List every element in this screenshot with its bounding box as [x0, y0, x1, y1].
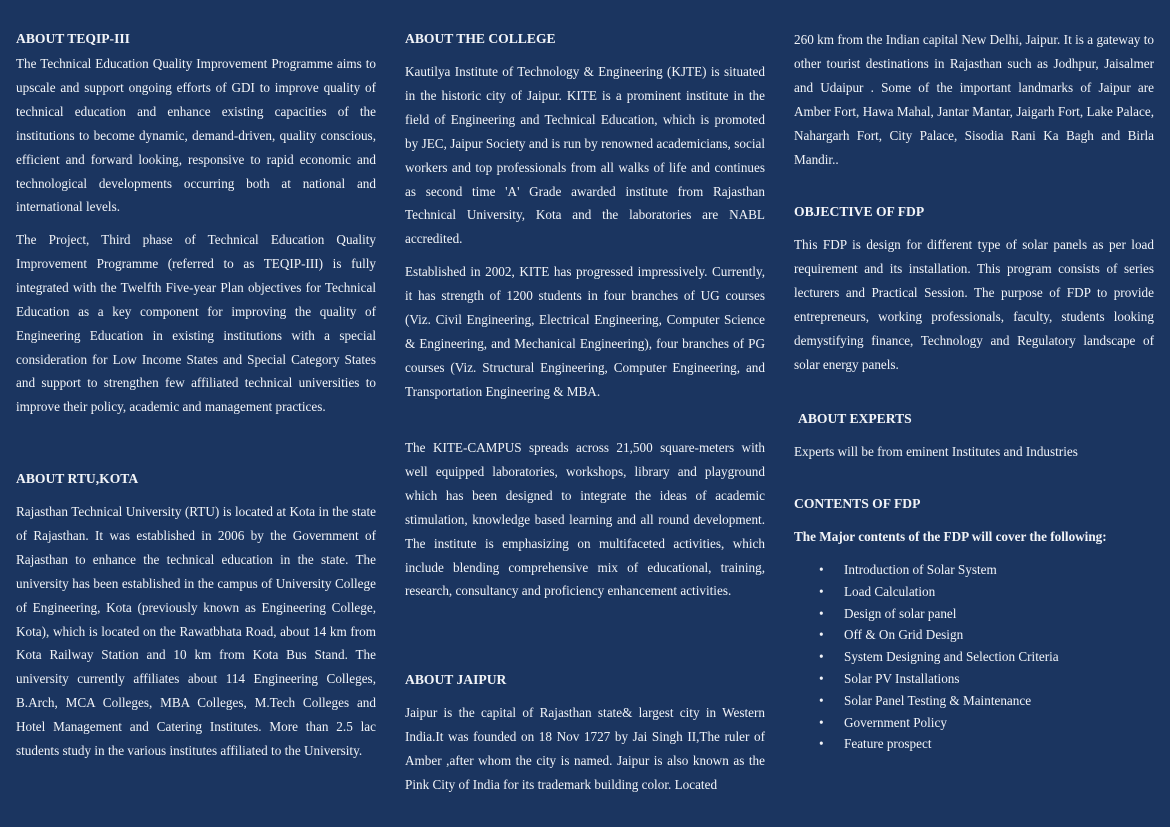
list-item-label: Load Calculation: [844, 583, 936, 599]
list-item: [794, 668, 1059, 690]
list-item-label: Feature prospect: [844, 736, 932, 752]
college-paragraph-3: The KITE-CAMPUS spreads across 21,500 square-meters with well equipped laboratories, workshops, library and playground which has been designed to integrate the ideas of academic stimulation, knowledge based learning and all round development. The institute is emphasizing on multifaceted activities, which include blending comprehensive mix of educational, training, research, consultancy and proficiency enhancement activities.: [405, 440, 765, 599]
contents-heading: CONTENTS OF FDP: [794, 496, 921, 511]
list-item: [794, 603, 1059, 625]
bullet-icon: •: [819, 605, 824, 621]
teqip-heading: ABOUT TEQIP-III: [16, 31, 130, 46]
list-item: [794, 559, 1059, 581]
list-item-label: Government Policy: [844, 714, 947, 730]
list-item-label: Solar Panel Testing & Maintenance: [844, 692, 1032, 708]
list-item: [794, 690, 1059, 712]
bullet-icon: •: [819, 649, 824, 665]
bullet-icon: •: [819, 627, 824, 643]
list-item: [794, 712, 1059, 734]
rtu-paragraph: Rajasthan Technical University (RTU) is located at Kota in the state of Rajasthan. It was established in 2006 by the Government of Rajasthan to enhance the technical education in the state. The university has been established in the campus of University College of Engineering, Kota (previously known as Engineering College, Kota), which is located on the Rawatbhata Road, about 14 km from Kota Railway Station and 10 km from Kota Bus Stand. The university currently affiliates about 114 Engineering Colleges, B.Arch, MCA Colleges, MBA Colleges, M.Tech Colleges and Hotel Management and Catering Institutes. More than 2.5 lac students study in the various institutes affiliated to the University.: [16, 504, 376, 759]
college-paragraph-1: Kautilya Institute of Technology & Engineering (KJTE) is situated in the historic city of Jaipur. KITE is a prominent institute in the field of Engineering and Technical Education, which is promoted by JEC, Jaipur Society and is run by renowned academicians, social workers and top professionals from all walks of life and continues as second time 'A' Grade awarded institute from Rajasthan Technical University, Kota and the laboratories are NABL accredited.: [405, 64, 765, 247]
list-item-label: Design of solar panel: [844, 605, 957, 621]
list-item-label: Introduction of Solar System: [844, 562, 997, 577]
list-item: [794, 646, 1059, 668]
experts-paragraph: Experts will be from eminent Institutes and Industries: [794, 444, 1078, 459]
bullet-icon: •: [819, 692, 824, 708]
experts-heading: ABOUT EXPERTS: [798, 411, 912, 426]
list-item-label: System Designing and Selection Criteria: [844, 649, 1059, 665]
list-item: [794, 733, 1059, 755]
college-paragraph-2: Established in 2002, KITE has progressed impressively. Currently, it has strength of 1200 students in four branches of UG courses (Viz. Civil Engineering, Electrical Engineering, Computer Science & Engineering, and Mechanical Engineering), four branches of PG courses (Viz. Structural Engineering, Computer Engineering, and Transportation Engineering & MBA.: [405, 264, 765, 399]
list-item-label: Solar PV Installations: [844, 670, 960, 686]
list-item: [794, 581, 1059, 603]
jaipur-paragraph-continued: 260 km from the Indian capital New Delhi, Jaipur. It is a gateway to other tourist destinations in Rajasthan such as Jodhpur, Jaisalmer and Udaipur . Some of the important landmarks of Jaipur are Amber Fort, Hawa Mahal, Jantar Mantar, Jaigarh Fort, Lake Palace, Nahargarh Fort, City Palace, Sisodia Rani Ka Bagh and Birla Mandir..: [794, 32, 1154, 167]
bullet-icon: •: [819, 562, 824, 577]
jaipur-heading: ABOUT JAIPUR: [405, 672, 507, 687]
bullet-icon: •: [819, 583, 824, 599]
teqip-paragraph-1: The Technical Education Quality Improvement Programme aims to upscale and support ongoing efforts of GDI to improve quality of technical education and enhance existing capacities of the institutions to become dynamic, demand-driven, quality conscious, efficient and forward looking, responsive to rapid economic and technological developments occurring both at national and international levels.: [16, 56, 376, 215]
objective-heading: OBJECTIVE OF FDP: [794, 204, 925, 219]
list-item-label: Off & On Grid Design: [844, 627, 964, 643]
bullet-icon: •: [819, 670, 824, 686]
bullet-icon: •: [819, 714, 824, 730]
contents-list: [794, 559, 1059, 755]
jaipur-paragraph: Jaipur is the capital of Rajasthan state& largest city in Western India.It was founded on 18 Nov 1727 by Jai Singh II,The ruler of Amber ,after whom the city is named. Jaipur is also known as the Pink City of India for its trademark building color. Located: [405, 705, 765, 792]
teqip-paragraph-2: The Project, Third phase of Technical Education Quality Improvement Programme (referred to as TEQIP-III) is fully integrated with the Twelfth Five-year Plan objectives for Technical Education as a key component for improving the quality of Engineering Education in existing institutions with a special consideration for Low Income States and Special Category States and support to strengthen few affiliated technical universities to improve their policy, academic and management practices.: [16, 232, 376, 415]
contents-intro: The Major contents of the FDP will cover the following:: [794, 529, 1107, 544]
college-heading: ABOUT THE COLLEGE: [405, 31, 556, 46]
list-item: [794, 624, 1059, 646]
objective-paragraph: This FDP is design for different type of solar panels as per load requirement and its installation. This program consists of series lecturers and Practical Session. The purpose of FDP to provide entrepreneurs, working professionals, faculty, students looking demystifying finance, Technology and Regulatory landscape of solar energy panels.: [794, 237, 1154, 372]
rtu-heading: ABOUT RTU,KOTA: [16, 471, 139, 486]
bullet-icon: •: [819, 736, 824, 752]
